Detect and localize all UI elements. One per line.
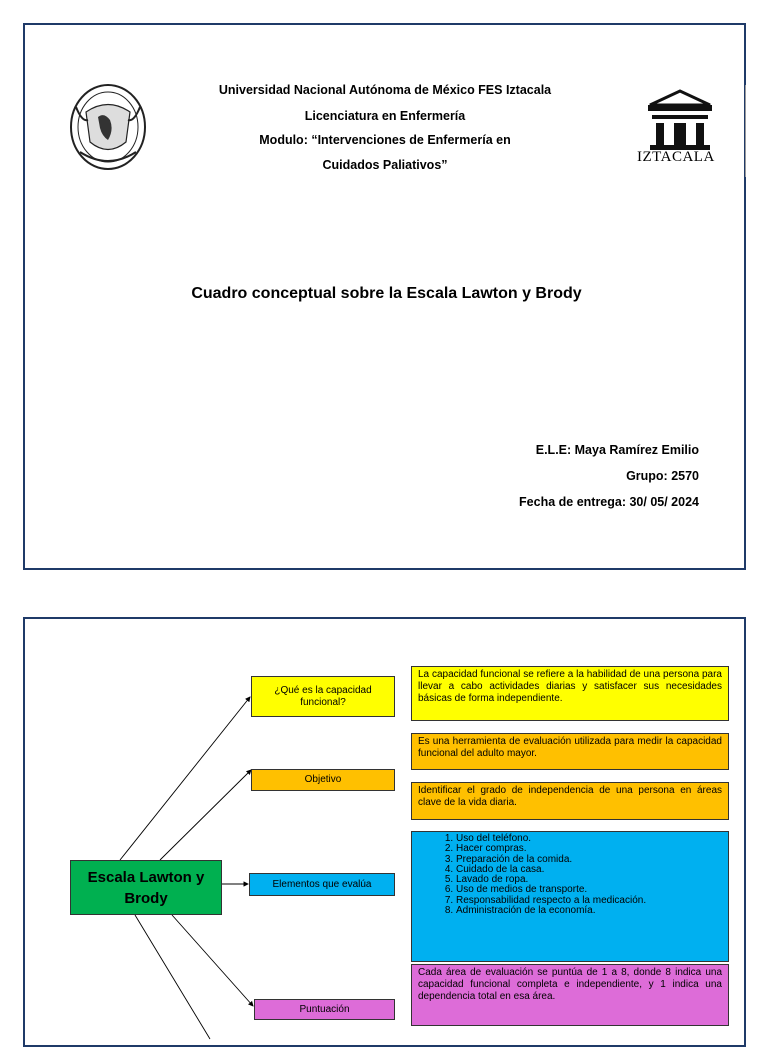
definition-box: La capacidad funcional se refiere a la habilidad de una persona para llevar a cabo actividades diarias y satisfacer sus necesidades básicas de forma independiente. <box>411 666 729 721</box>
module-name-line-1: Modulo: “Intervenciones de Enfermería en <box>259 133 511 147</box>
list-item: 5. Lavado de ropa. <box>456 875 722 885</box>
iztacala-logo-text: IZTACALA <box>637 149 715 165</box>
branch-elementos: Elementos que evalúa <box>249 873 395 896</box>
list-item: 6. Uso de medios de transporte. <box>456 885 722 895</box>
branch-capacidad-funcional: ¿Qué es la capacidad funcional? <box>251 676 395 717</box>
list-item: 7. Responsabilidad respecto a la medicación. <box>456 896 722 906</box>
connector-extra <box>135 915 210 1039</box>
unam-logo <box>68 82 148 172</box>
connector-objetivo <box>160 770 251 860</box>
module-name-line-2: Cuidados Paliativos” <box>322 158 448 172</box>
list-item: 4. Cuidado de la casa. <box>456 865 722 875</box>
list-item: 1. Uso del teléfono. <box>456 834 722 844</box>
connector-puntuacion <box>172 915 253 1006</box>
degree-name: Licenciatura en Enfermería <box>304 109 466 123</box>
objective-box-2: Identificar el grado de independencia de una persona en áreas clave de la vida diaria. <box>411 782 729 820</box>
scoring-box: Cada área de evaluación se puntúa de 1 a 8, donde 8 indica una capacidad funcional completa e independiente, y 1 indica una dependencia total en esa área. <box>411 964 729 1026</box>
elements-list <box>440 834 722 916</box>
university-name: Universidad Nacional Autónoma de México FES Iztacala <box>218 83 552 97</box>
objective-box-1: Es una herramienta de evaluación utilizada para medir la capacidad funcional del adulto mayor. <box>411 733 729 770</box>
branch-puntuacion: Puntuación <box>254 999 395 1020</box>
list-item: 8. Administración de la economía. <box>456 906 722 916</box>
logo-divider <box>745 85 746 177</box>
date-line: Fecha de entrega: 30/ 05/ 2024 <box>519 495 699 509</box>
group-line: Grupo: 2570 <box>626 469 699 483</box>
concept-map-page <box>23 617 746 1047</box>
document-title: Cuadro conceptual sobre la Escala Lawton y Brody <box>191 285 582 302</box>
main-concept-box: Escala Lawton y Brody <box>70 860 222 915</box>
branch-objetivo: Objetivo <box>251 769 395 791</box>
elements-list-box <box>411 831 729 962</box>
list-item: 3. Preparación de la comida. <box>456 855 722 865</box>
list-item: 2. Hacer compras. <box>456 844 722 854</box>
author-line: E.L.E: Maya Ramírez Emilio <box>535 443 699 457</box>
cover-page <box>23 23 746 570</box>
